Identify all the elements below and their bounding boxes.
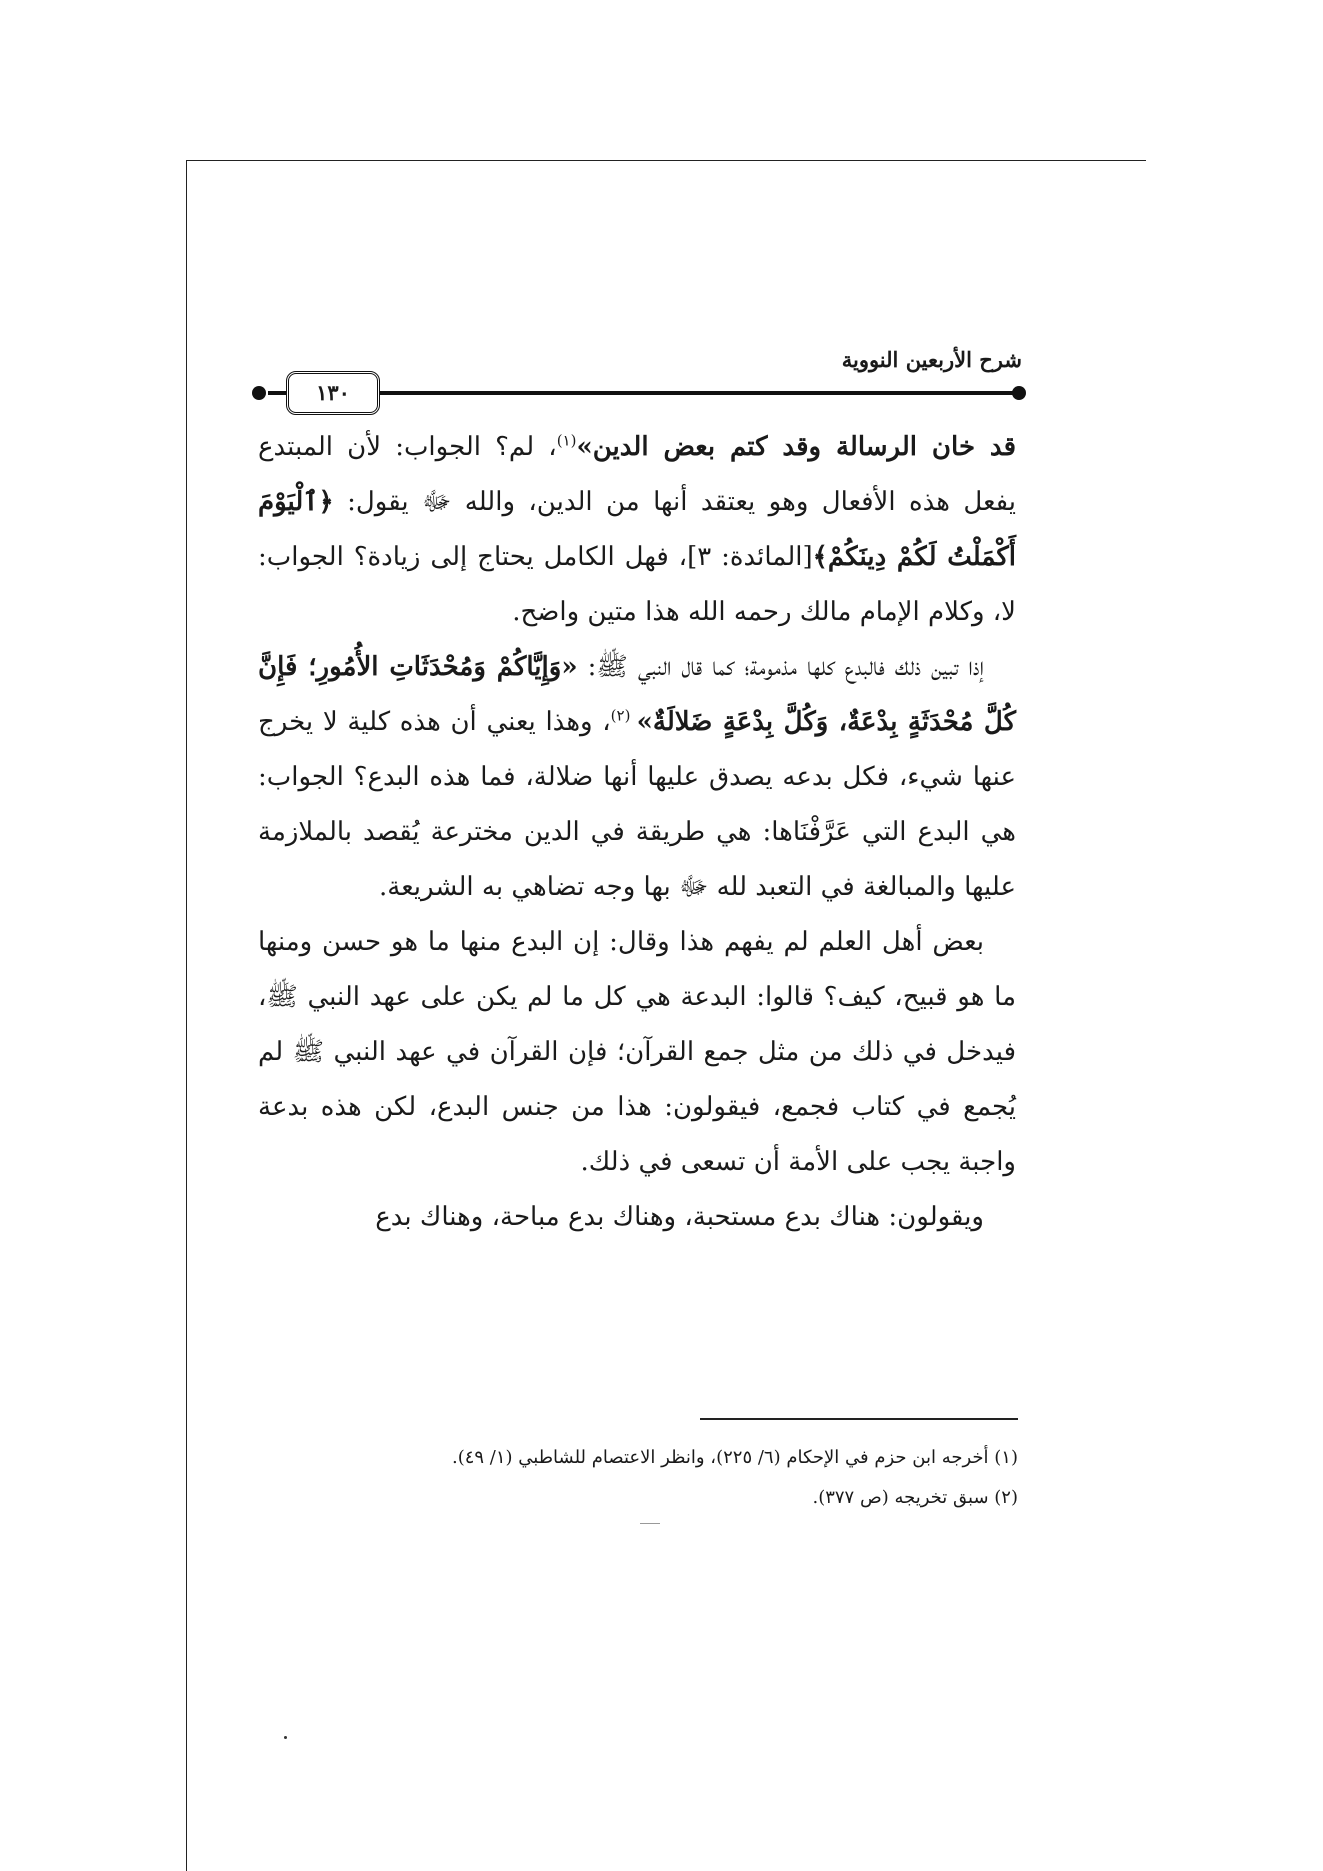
- quote-end-bold: قد خان الرسالة وقد كتم بعض الدين»: [576, 432, 1017, 462]
- scan-speck: [284, 1736, 287, 1739]
- paragraph-1-after: [المائدة: ٣]، فهل الكامل يحتاج إلى زيادة؟ الجواب: لا، وكلام الإمام مالك رحمه الله هذا متين واضح.: [258, 542, 1016, 627]
- header-dot-left: [252, 386, 266, 400]
- running-title: شرح الأربعين النووية: [841, 347, 1022, 372]
- scan-border-left: [186, 160, 187, 1871]
- header-dot-right: [1012, 386, 1026, 400]
- footnote-separator: [700, 1418, 1018, 1420]
- footnotes: [380, 1438, 1018, 1518]
- paragraph-1-text: ، لم؟ الجواب: لأن المبتدع يفعل هذه الأفعال وهو يعتقد أنها من الدين، والله ﷻ يقول:: [258, 432, 1016, 517]
- page-header: [252, 345, 1022, 415]
- paragraph-2-text: إذا تبين ذلك فالبدع كلها مذمومة؛ كما قال النبي ﷺ:: [577, 652, 984, 682]
- paragraph-2: [258, 640, 1016, 915]
- scan-speck-line: [640, 1523, 660, 1524]
- footnote-1: (١) أخرجه ابن حزم في الإحكام (٦/ ٢٢٥)، وانظر الاعتصام للشاطبي (١/ ٤٩).: [451, 1447, 1018, 1468]
- footnote-ref-1: (١): [556, 431, 577, 450]
- paragraph-1: [258, 420, 1016, 640]
- main-text: [258, 420, 1016, 1245]
- footnote-2: (٢) سبق تخريجه (ص ٣٧٧).: [812, 1487, 1018, 1508]
- quran-verse: ﴿ٱلْيَوْمَ أَكْمَلْتُ لَكُمْ دِينَكُمْ﴾: [258, 487, 1016, 572]
- page-number: ١٣٠: [286, 371, 380, 415]
- footnote-ref-2: (٢): [610, 706, 637, 725]
- paragraph-4: ويقولون: هناك بدع مستحبة، وهناك بدع مباحة، وهناك بدع: [375, 1202, 984, 1232]
- paragraph-3: بعض أهل العلم لم يفهم هذا وقال: إن البدع منها ما هو حسن ومنها ما هو قبيح، كيف؟ قالوا: البدعة هي كل ما لم يكن على عهد النبي ﷺ، فيدخل في ذلك من مثل جمع القرآن؛ فإن القرآن في عهد النبي ﷺ لم يُجمع في كتاب فجمع، فيقولون: هذا من جنس البدع، لكن هذه بدعة واجبة يجب على الأمة أن تسعى في ذلك.: [258, 927, 1017, 1177]
- scan-border-top: [186, 160, 1146, 161]
- paragraph-2-after: ، وهذا يعني أن هذه كلية لا يخرج عنها شيء، فكل بدعه يصدق عليها أنها ضلالة، فما هذه البدع؟ الجواب: هي البدع التي عَرَّفْنَاها: هي طريقة في الدين مخترعة يُقصد بالملازمة عليها والمبالغة في التعبد لله ﷻ بها وجه تضاهي به الشريعة.: [258, 707, 1016, 902]
- header-rule: [268, 391, 1022, 395]
- hadith-quote: «وَإِيَّاكُمْ وَمُحْدَثَاتِ الأُمُورِ؛ فَإِنَّ كُلَّ مُحْدَثَةٍ بِدْعَةٌ، وَكُلَّ بِدْعَةٍ ضَلالَةٌ»: [258, 652, 1016, 737]
